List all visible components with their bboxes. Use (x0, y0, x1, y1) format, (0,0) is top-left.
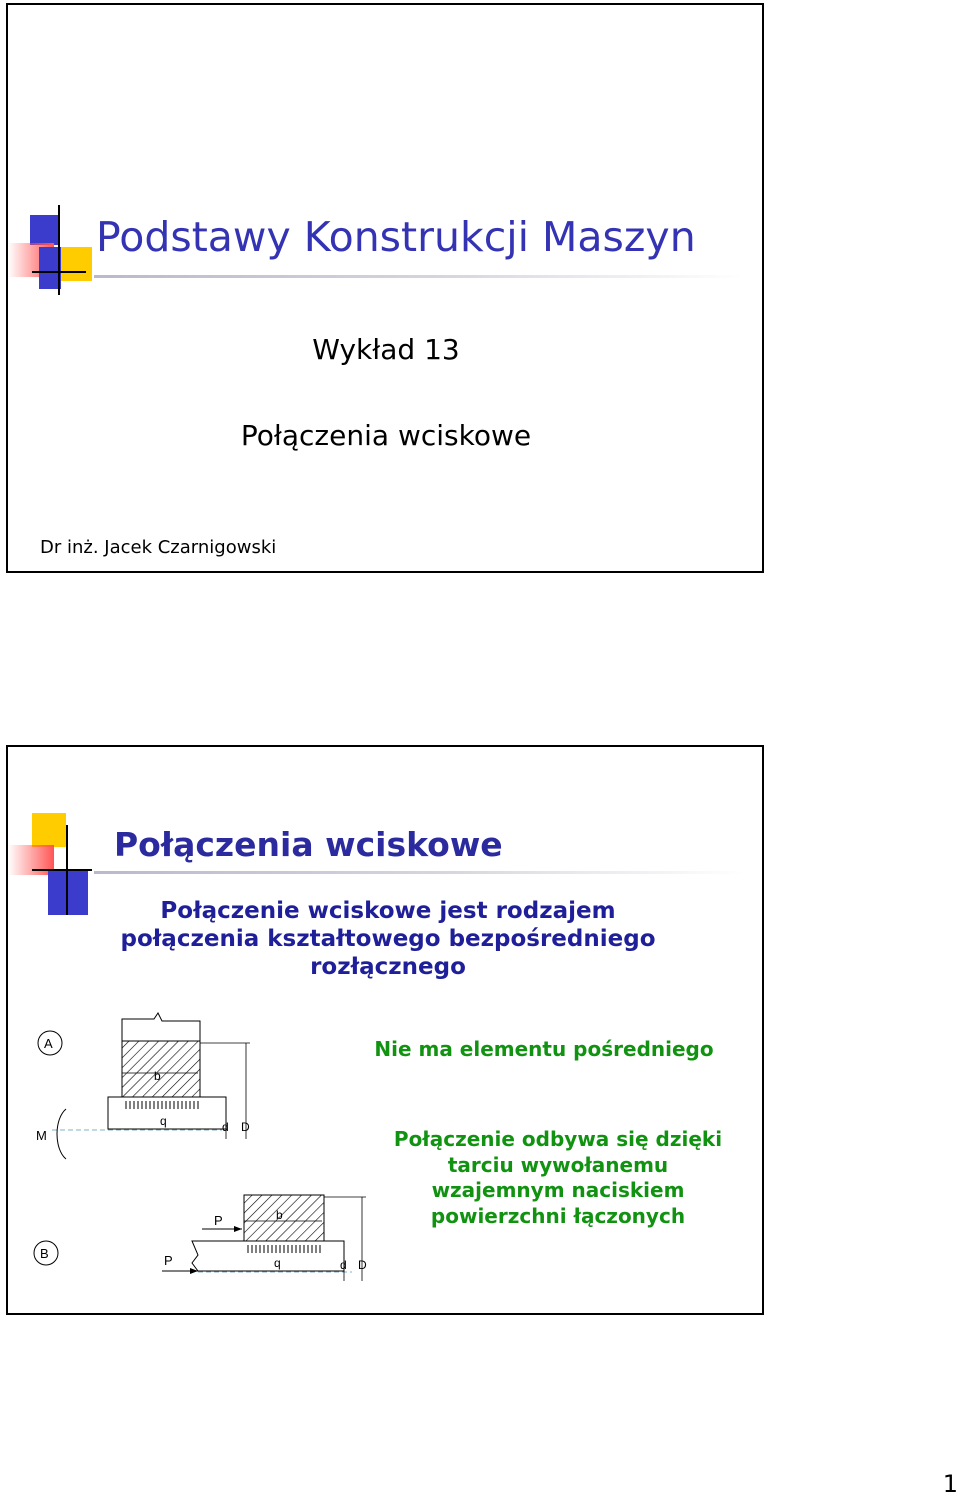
author: Dr inż. Jacek Czarnigowski (40, 537, 277, 558)
dim-b-bot: b (276, 1208, 283, 1222)
note-no-intermediate: Nie ma elementu pośredniego (374, 1037, 714, 1061)
press-fit-diagram (22, 1009, 372, 1285)
title-rule (94, 275, 744, 278)
dim-D-bot: D (358, 1258, 367, 1272)
page-number: 1 (942, 1470, 958, 1498)
dim-d-top: d (222, 1120, 229, 1134)
dim-q-bot: q (274, 1256, 281, 1270)
dim-D-top: D (241, 1120, 250, 1134)
presentation-title: Podstawy Konstrukcji Maszyn (96, 213, 696, 261)
slide-title: Połączenia wciskowe (114, 825, 503, 864)
label-m: M (36, 1128, 47, 1143)
slide-2 (6, 745, 764, 1315)
label-a: A (44, 1036, 53, 1051)
slide-logo (8, 203, 98, 299)
dim-q-top: q (160, 1114, 167, 1128)
lecture-number: Wykład 13 (312, 333, 460, 366)
label-b: B (40, 1246, 49, 1261)
force-p-mid: P (214, 1213, 223, 1228)
slide-1 (6, 3, 764, 573)
dim-d-bot: d (340, 1258, 347, 1272)
title-rule (94, 871, 744, 874)
slide-logo (8, 809, 98, 919)
note-friction: Połączenie odbywa się dzięki tarciu wywołanemu wzajemnym naciskiem powierzchni łączonych (393, 1127, 723, 1228)
hub-a-hatch (122, 1041, 200, 1097)
dim-b-top: b (154, 1069, 161, 1083)
moment-arrow (57, 1109, 66, 1159)
force-p-bot: P (164, 1253, 173, 1268)
definition-text: Połączenie wciskowe jest rodzajem połączenia kształtowego bezpośredniego rozłącznego (120, 898, 656, 980)
hub-b (244, 1195, 324, 1241)
lecture-subject: Połączenia wciskowe (240, 419, 532, 452)
